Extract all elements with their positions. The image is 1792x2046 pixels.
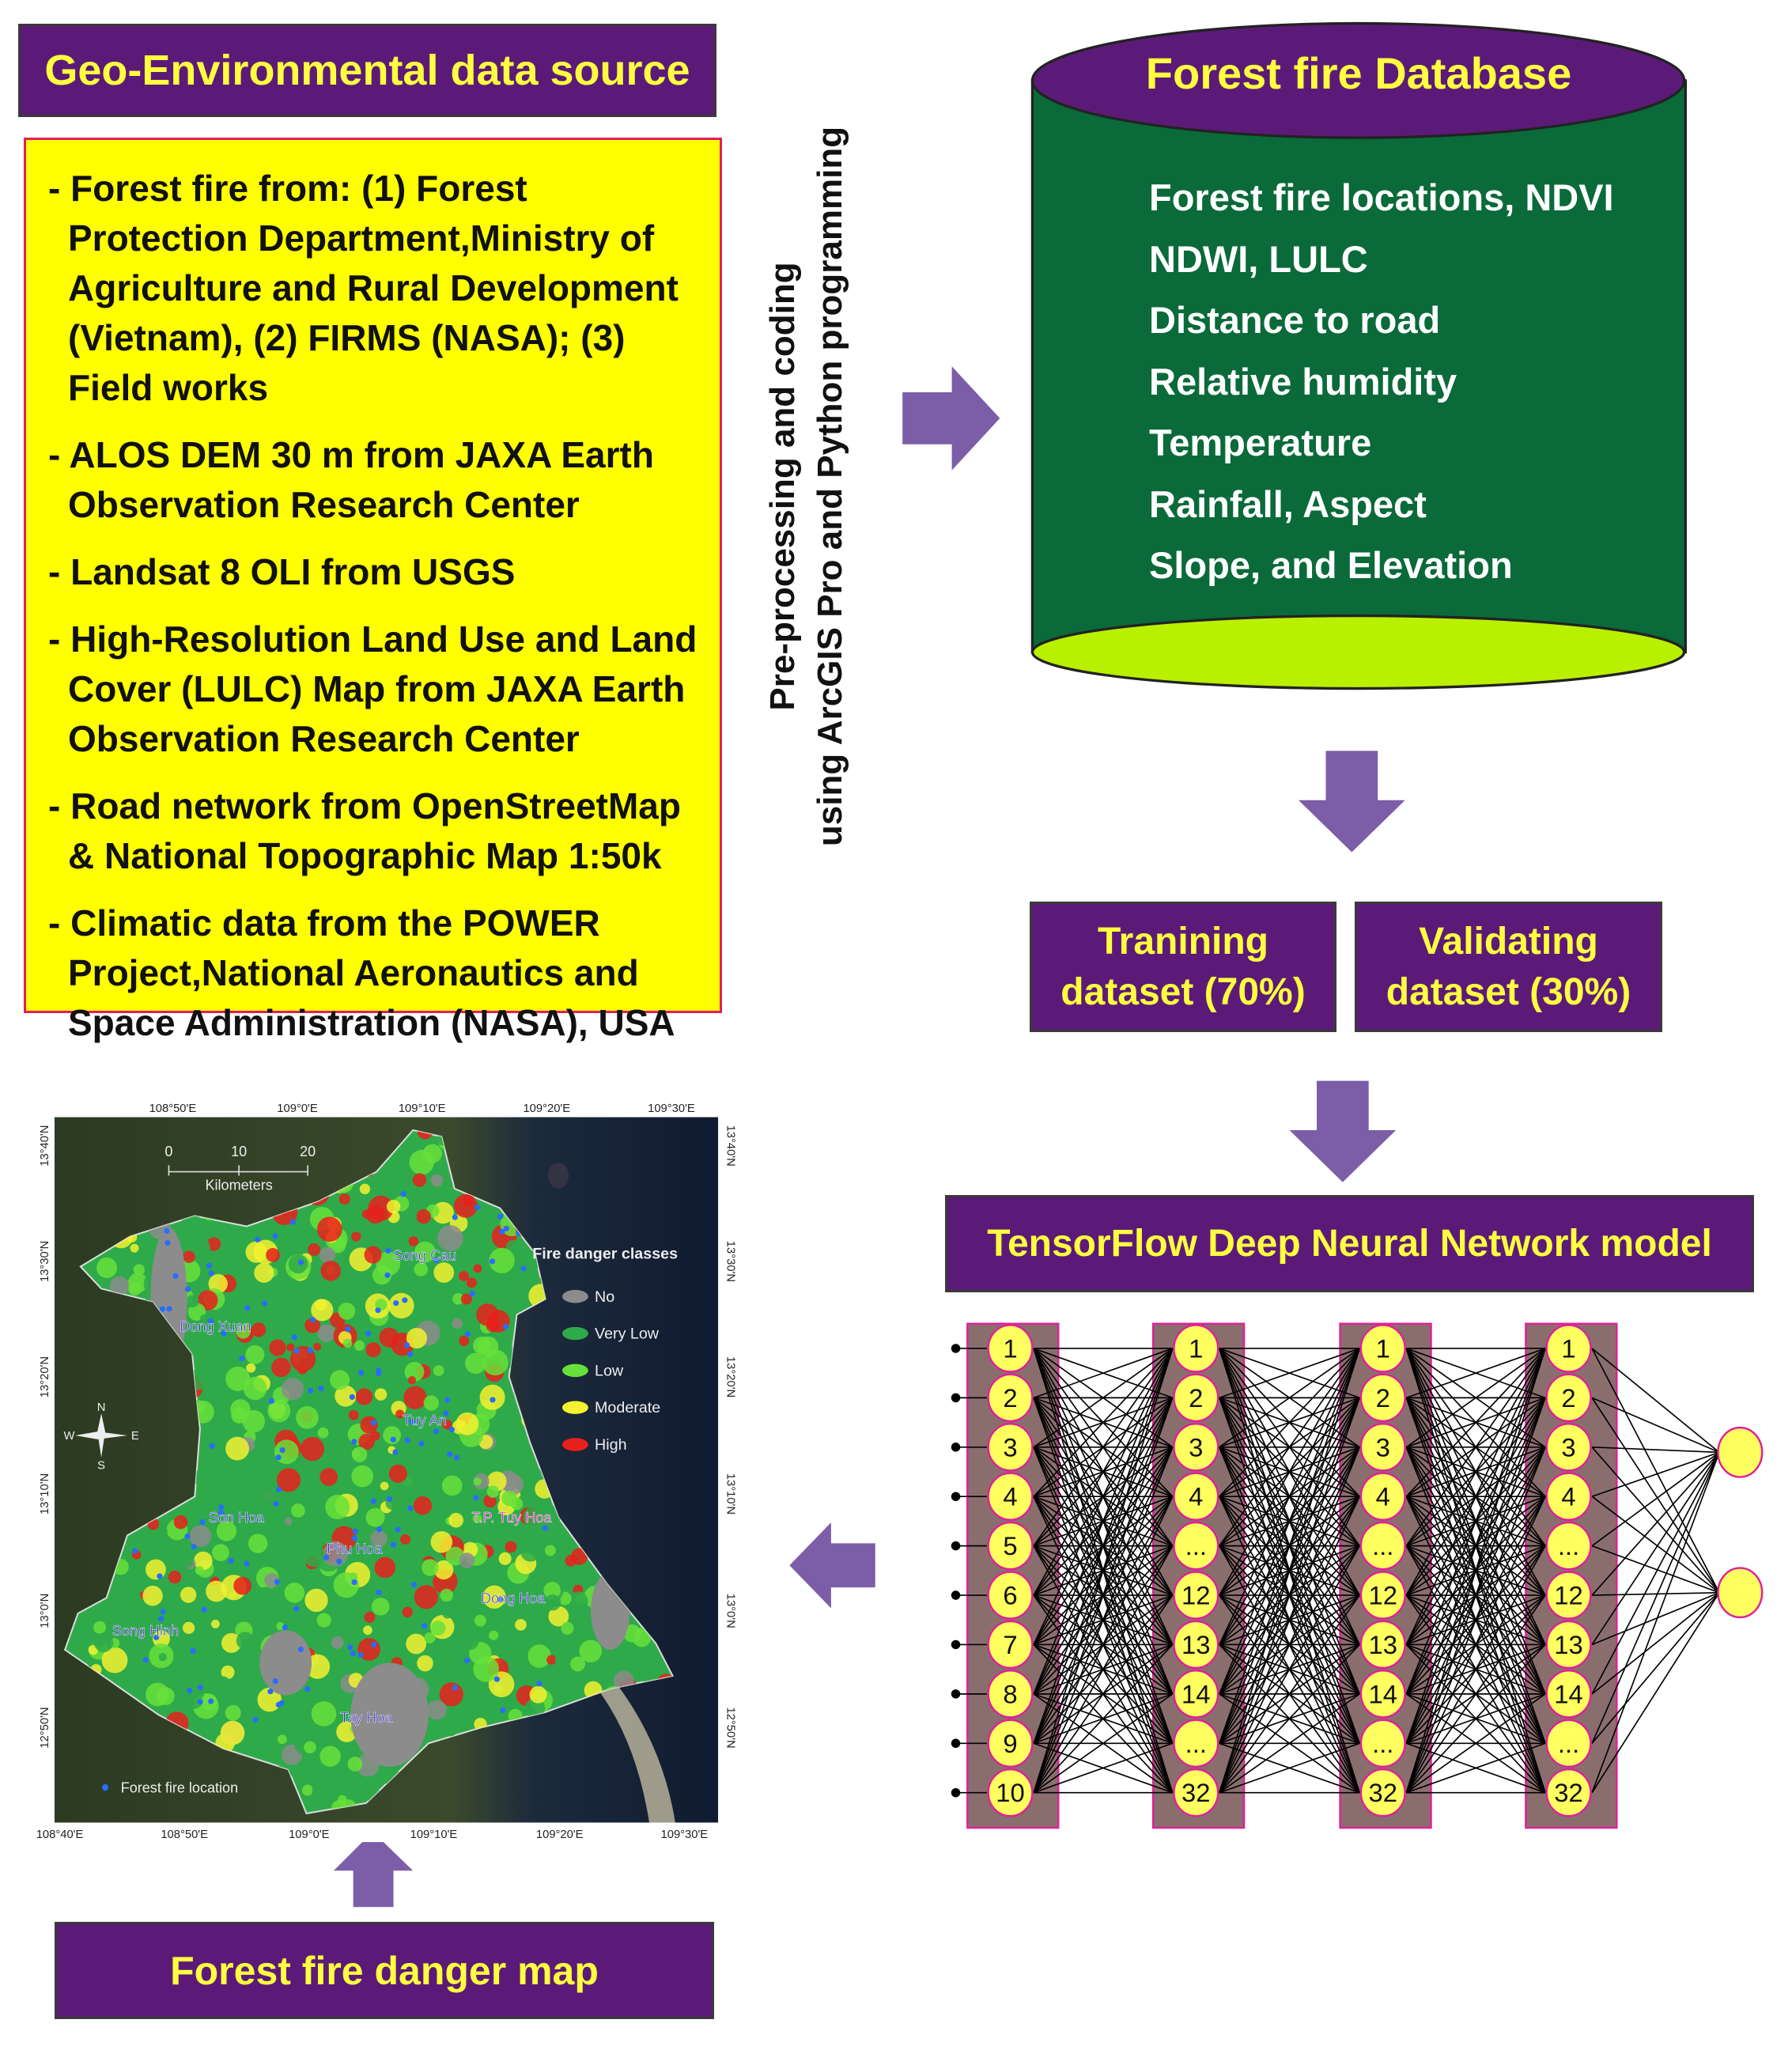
input-dot-icon <box>951 1788 960 1797</box>
fire-location-point <box>275 1454 281 1460</box>
legend-label: No <box>595 1288 615 1306</box>
fire-location-point <box>160 1307 165 1312</box>
fire-location-point <box>143 1657 149 1662</box>
legend-swatch <box>562 1290 588 1303</box>
training-dataset-box <box>1030 902 1336 1032</box>
fire-location-point <box>464 1658 470 1663</box>
neuron-label: ... <box>1185 1531 1207 1561</box>
fire-location-point <box>158 1616 164 1621</box>
database-variables <box>1149 176 1614 605</box>
legend-swatch <box>562 1327 588 1340</box>
fire-location-point <box>190 1648 195 1654</box>
fire-location-point <box>402 1297 407 1303</box>
lat-label: 13°0'N <box>724 1593 737 1628</box>
fire-location-point <box>172 1273 178 1279</box>
fire-location-point <box>318 1386 323 1391</box>
fire-location-point <box>199 1519 205 1525</box>
lon-label: 108°40'E <box>36 1829 84 1842</box>
neuron-label: 2 <box>1003 1382 1018 1413</box>
fire-location-point <box>393 1300 399 1306</box>
neuron-label: ... <box>1372 1531 1394 1561</box>
arrow-down-icon <box>1290 1081 1397 1182</box>
legend-swatch <box>562 1438 588 1450</box>
source-item: - Forest fire from: (1) Forest Protection Department,Ministry of Agriculture and Rural Development (Vietnam), (2) FIRMS (NASA); (3) Field works <box>48 168 679 408</box>
neuron-label: ... <box>1372 1728 1394 1758</box>
fire-location-point <box>202 1607 207 1613</box>
input-dot-icon <box>951 1640 960 1649</box>
legend-label: Very Low <box>595 1325 660 1343</box>
training-label: Tranining <box>1098 920 1268 962</box>
lon-label: 109°30'E <box>648 1102 695 1116</box>
neuron-label: 14 <box>1181 1679 1211 1709</box>
place-label: Tuy An <box>403 1412 447 1428</box>
data-source-list <box>24 138 722 1043</box>
database-item: NDWI, LULC <box>1149 237 1368 280</box>
lon-label: 109°0'E <box>277 1102 318 1116</box>
fire-location-point <box>407 1352 413 1357</box>
fire-location-point <box>503 1324 508 1329</box>
fire-location-point <box>371 1420 376 1425</box>
neuron-label: 32 <box>1554 1778 1583 1808</box>
fire-location-point <box>433 1428 439 1434</box>
database-item: Rainfall, Aspect <box>1149 482 1427 525</box>
neuron-label: 14 <box>1368 1679 1398 1709</box>
neuron-label: 3 <box>1561 1432 1576 1462</box>
fire-location-point <box>351 1579 357 1585</box>
validating-percent: dataset (30%) <box>1386 970 1631 1013</box>
neuron-label: 14 <box>1554 1679 1583 1709</box>
fire-location-point <box>347 1644 353 1650</box>
place-label: Son Hoa <box>208 1510 264 1526</box>
neuron-label: 4 <box>1189 1481 1204 1511</box>
legend-swatch <box>562 1401 588 1413</box>
fire-location-point <box>353 1529 358 1534</box>
database-item: Temperature <box>1149 422 1372 463</box>
fire-location-point <box>404 1342 410 1348</box>
place-label: T.P. Tuy Hoa <box>471 1510 552 1526</box>
legend-title: Fire danger classes <box>532 1245 679 1263</box>
neuron-label: 7 <box>1003 1629 1018 1659</box>
neuron-label: 6 <box>1003 1580 1018 1610</box>
neuron-label: 8 <box>1003 1679 1018 1709</box>
place-label: Dong Hoa <box>480 1590 546 1606</box>
lat-label: 13°20'N <box>38 1356 51 1398</box>
database-title: Forest fire Database <box>1145 48 1572 98</box>
arrow-up-icon <box>334 1832 413 1907</box>
neuron-label: 32 <box>1368 1778 1398 1808</box>
neuron-label: 12 <box>1554 1580 1583 1610</box>
fire-location-point <box>184 1534 190 1539</box>
fire-location-point <box>244 1305 250 1310</box>
fire-danger-map <box>32 1098 738 1842</box>
fire-location-point <box>273 1501 278 1507</box>
fire-location-point <box>499 1229 505 1235</box>
lon-label: 109°30'E <box>660 1829 709 1842</box>
fire-location-point <box>282 1624 288 1630</box>
fire-location-point <box>206 1262 212 1268</box>
arrow-down-icon <box>1299 751 1405 852</box>
fire-location-point <box>454 1455 459 1461</box>
fire-location-point <box>164 1228 169 1234</box>
neuron-label: 2 <box>1561 1382 1576 1413</box>
neuron-label: 5 <box>1003 1531 1018 1561</box>
fire-location-point <box>395 1526 401 1532</box>
neuron-label: 32 <box>1181 1778 1211 1808</box>
neuron-label: 3 <box>1189 1432 1204 1462</box>
input-dot-icon <box>951 1344 960 1352</box>
fire-location-point <box>473 1495 478 1500</box>
lat-label: 13°40'N <box>38 1125 51 1167</box>
fire-location-point <box>384 1273 390 1278</box>
neuron-label: 2 <box>1375 1382 1390 1413</box>
neuron-label: 1 <box>1003 1333 1018 1363</box>
fire-location-point <box>210 1443 215 1449</box>
neuron-label: 1 <box>1375 1333 1390 1363</box>
neuron-label: 2 <box>1189 1382 1204 1413</box>
neuron-label: 1 <box>1561 1333 1576 1363</box>
danger-map-header <box>55 1922 714 2019</box>
lon-label: 108°50'E <box>149 1102 197 1116</box>
fire-location-point <box>465 1331 471 1337</box>
lat-label: 12°50'N <box>38 1707 51 1749</box>
fire-location-point <box>272 1233 278 1239</box>
fire-location-point <box>160 1609 165 1614</box>
fire-location-point <box>376 1590 381 1595</box>
fire-location-point <box>391 1437 396 1443</box>
fire-location-point <box>494 1677 500 1682</box>
lat-label: 13°10'N <box>38 1473 51 1515</box>
fire-location-point <box>400 1191 406 1197</box>
fire-location-point <box>376 1371 381 1376</box>
svg-text:Forest fire location: Forest fire location <box>120 1779 239 1796</box>
lat-label: 13°20'N <box>724 1356 737 1398</box>
lat-label: 13°0'N <box>38 1593 51 1628</box>
model-header <box>945 1195 1754 1292</box>
fire-location-point <box>358 1370 364 1375</box>
fire-location-point <box>536 1681 542 1686</box>
place-label: Dong Xuan <box>180 1318 251 1335</box>
fire-location-point <box>452 1215 458 1220</box>
database-item: Distance to road <box>1149 299 1441 341</box>
fire-location-point <box>209 1270 214 1276</box>
fire-location-point <box>293 1606 299 1612</box>
place-label: Phu Hoa <box>327 1541 383 1557</box>
fire-location-point <box>411 1582 417 1587</box>
database-item: Relative humidity <box>1149 360 1457 403</box>
fire-location-point <box>304 1686 310 1692</box>
neuron-label: 1 <box>1189 1333 1204 1363</box>
fire-location-point <box>375 1307 380 1313</box>
model-title: TensorFlow Deep Neural Network model <box>987 1223 1712 1265</box>
fire-location-point <box>191 1544 196 1549</box>
fire-location-point <box>520 1265 526 1271</box>
training-percent: dataset (70%) <box>1060 970 1306 1013</box>
place-label: Song Cau <box>392 1247 457 1264</box>
fire-location-point <box>444 1397 450 1402</box>
database-item: Forest fire locations, NDVI <box>1149 176 1614 218</box>
fire-location-point <box>255 1237 260 1242</box>
fire-location-point <box>290 1220 296 1225</box>
fire-location-point <box>404 1438 410 1443</box>
scale-tick: 10 <box>231 1143 248 1159</box>
fire-location-point <box>422 1623 427 1628</box>
neuron-label: 3 <box>1003 1432 1018 1462</box>
neuron-label: 9 <box>1003 1728 1018 1758</box>
place-label: Song Hinh <box>112 1622 180 1639</box>
neuron-label: 12 <box>1181 1580 1211 1610</box>
fire-location-point <box>197 1699 202 1704</box>
fire-location-point <box>267 1689 273 1694</box>
fire-location-point <box>310 1317 316 1322</box>
preprocessing-label <box>759 127 854 846</box>
fire-location-point <box>391 1542 396 1548</box>
fire-location-point <box>358 1652 364 1658</box>
fire-location-point <box>447 1451 452 1457</box>
lat-label: 13°30'N <box>724 1240 737 1283</box>
fire-location-point <box>269 1398 274 1404</box>
svg-text:E: E <box>130 1429 139 1443</box>
legend-label: Moderate <box>595 1399 661 1417</box>
neuron-label: ... <box>1185 1728 1207 1758</box>
cylinder-bottom <box>1032 616 1684 689</box>
arrow-left-icon <box>789 1522 875 1608</box>
neuron-label: 4 <box>1003 1481 1018 1511</box>
fire-location-point <box>452 1685 458 1690</box>
output-neuron <box>1718 1428 1762 1477</box>
fire-location-point <box>274 1579 280 1585</box>
danger-map-title: Forest fire danger map <box>170 1948 599 1993</box>
database-item: Slope, and Elevation <box>1149 544 1513 586</box>
fire-location-point <box>336 1559 342 1564</box>
lon-label: 109°10'E <box>398 1102 446 1116</box>
fire-location-point <box>371 1642 376 1647</box>
fire-location-point <box>500 1708 505 1713</box>
fire-location-point <box>278 1700 284 1706</box>
fire-location-point <box>157 1573 162 1579</box>
place-label: Tay Hoa <box>339 1710 393 1726</box>
lon-label: 109°10'E <box>410 1829 458 1842</box>
input-dot-icon <box>951 1590 960 1599</box>
neuron-label: 4 <box>1561 1481 1576 1511</box>
fire-location-point <box>449 1427 455 1432</box>
neuron-label: 13 <box>1554 1629 1583 1659</box>
fire-location-point <box>387 1496 392 1502</box>
fire-location-point <box>497 1214 503 1220</box>
fire-location-point <box>252 1717 258 1723</box>
fire-location-point <box>418 1441 424 1447</box>
fire-location-point <box>208 1699 214 1704</box>
scale-unit: Kilometers <box>205 1177 273 1193</box>
lat-label: 13°10'N <box>724 1473 737 1515</box>
neuron-label: 12 <box>1368 1580 1398 1610</box>
fire-location-point <box>292 1334 297 1340</box>
fire-location-point <box>350 1394 355 1400</box>
fire-location-point <box>345 1326 350 1332</box>
source-item: - Landsat 8 OLI from USGS <box>48 551 516 592</box>
fire-location-point <box>273 1678 278 1684</box>
fire-location-point <box>276 1487 282 1492</box>
fire-location-point <box>132 1548 138 1553</box>
legend-swatch <box>562 1364 588 1377</box>
neuron-label: 13 <box>1368 1629 1398 1659</box>
geo-environmental-header <box>18 24 716 117</box>
scale-tick: 0 <box>164 1143 173 1159</box>
lat-label: 12°50'N <box>724 1707 737 1749</box>
fire-location-point <box>279 1447 285 1453</box>
neuron-label: ... <box>1557 1531 1580 1561</box>
arrow-right-icon <box>902 366 1000 470</box>
fire-location-point <box>474 1205 480 1210</box>
fire-location-point <box>308 1348 313 1353</box>
fire-location-point <box>187 1688 192 1693</box>
source-item: - Road network from OpenStreetMap & National Topographic Map 1:50k <box>48 785 681 876</box>
fire-location-point <box>351 1439 357 1444</box>
input-dot-icon <box>951 1689 960 1698</box>
input-dot-icon <box>951 1443 960 1451</box>
preprocessing-line: using ArcGIS Pro and Python programming <box>811 126 849 847</box>
input-dot-icon <box>951 1394 960 1402</box>
output-neuron <box>1718 1568 1762 1617</box>
svg-text:W: W <box>63 1429 75 1443</box>
svg-text:N: N <box>96 1401 106 1414</box>
input-dot-icon <box>951 1541 960 1550</box>
neuron-label: 10 <box>996 1778 1025 1808</box>
fire-location-legend <box>102 1780 238 1796</box>
scale-tick: 20 <box>300 1143 316 1159</box>
source-item: - ALOS DEM 30 m from JAXA Earth Observation Research Center <box>48 434 654 525</box>
fire-location-point <box>228 1558 233 1564</box>
lon-label: 109°20'E <box>523 1102 571 1116</box>
neural-network <box>951 1324 1762 1828</box>
neuron-label: 13 <box>1181 1629 1211 1659</box>
legend-label: High <box>595 1436 627 1454</box>
fire-location-point <box>350 1651 356 1656</box>
fire-location-point <box>298 1259 304 1265</box>
header-text: Geo-Environmental data source <box>44 47 690 94</box>
fire-location-point <box>371 1499 376 1504</box>
fire-location-point <box>407 1505 413 1511</box>
fire-location-point <box>185 1287 191 1292</box>
svg-text:S: S <box>97 1459 106 1473</box>
lon-label: 108°50'E <box>161 1829 208 1842</box>
fire-location-point <box>385 1248 391 1254</box>
fire-location-point <box>164 1240 170 1246</box>
fire-location-point <box>376 1526 382 1532</box>
fire-location-point <box>308 1388 313 1394</box>
fire-location-point <box>244 1561 249 1567</box>
source-item: - Climatic data from the POWER Project,National Aeronautics and Space Administration (NASA), USA <box>48 902 675 1043</box>
lon-label: 109°0'E <box>289 1829 330 1842</box>
fire-location-point <box>239 1356 244 1361</box>
neuron-label: 3 <box>1375 1432 1390 1462</box>
fire-location-point <box>490 1258 495 1264</box>
fire-location-point <box>198 1685 203 1690</box>
legend-label: Low <box>595 1362 624 1380</box>
fire-location-point <box>392 1449 398 1454</box>
neuron-label: 4 <box>1375 1481 1390 1511</box>
fire-location-point <box>298 1647 304 1652</box>
validating-label: Validating <box>1419 920 1598 962</box>
lon-label: 109°20'E <box>535 1829 584 1842</box>
lat-label: 13°40'N <box>724 1125 737 1167</box>
fire-location-point <box>543 1526 548 1531</box>
validating-dataset-box <box>1355 902 1662 1032</box>
lat-label: 13°30'N <box>38 1240 51 1283</box>
fire-location-point <box>262 1300 267 1306</box>
fire-location-point <box>490 1397 495 1402</box>
input-dot-icon <box>951 1492 960 1500</box>
fire-location-point <box>166 1306 172 1311</box>
preprocessing-line: Pre-processing and coding <box>763 262 802 711</box>
fire-location-point <box>365 1331 371 1337</box>
fire-location-point <box>470 1291 475 1296</box>
source-item: - High-Resolution Land Use and Land Cover (LULC) Map from JAXA Earth Observation Research Center <box>48 618 698 759</box>
input-dot-icon <box>951 1739 960 1748</box>
neuron-label: ... <box>1557 1728 1580 1758</box>
fire-location-point <box>294 1348 300 1353</box>
